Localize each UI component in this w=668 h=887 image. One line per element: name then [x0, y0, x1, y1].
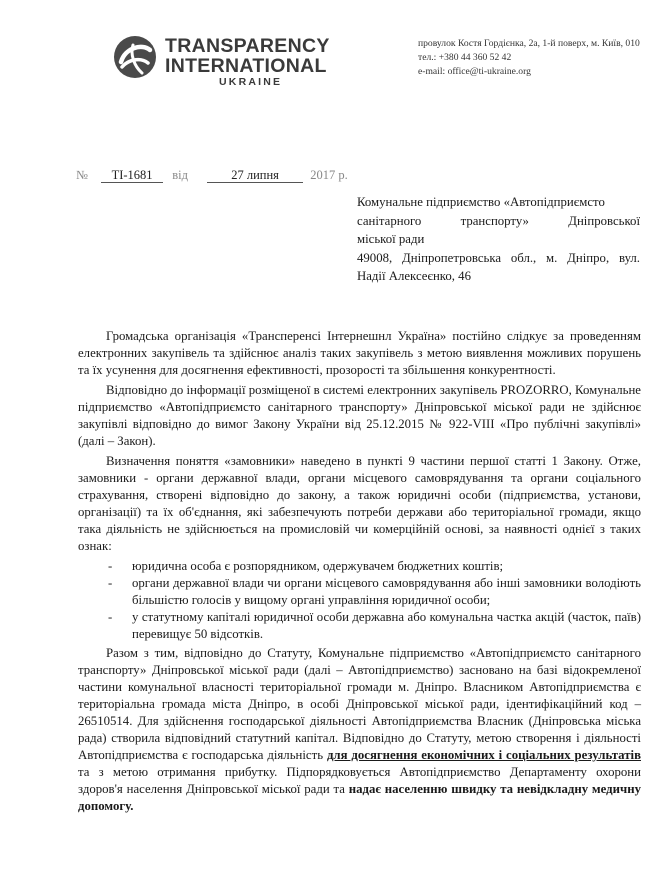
body-paragraph: Визначення поняття «замовники» наведено в пункті 9 частини першої статті 1 Закону. Отже, замовники - органи державної влади, органи місцевого самоврядування та органи соціального страхування, створені відповідно до закону, а також юридичні особи (підприємства, установи, організації) та їх об'єднання, які забезпечують потреби держави або територіальної громади, якщо така діяльність не здійснюється на промисловій чи комерційній основі, за наявності однієї з таких ознак:: [78, 454, 641, 553]
reference-date-label: від: [172, 168, 188, 182]
list-item: - у статутному капіталі юридичної особи державна або комунальна частка акцій (часток, паїв) перевищує 50 відсотків.: [78, 609, 641, 643]
list-item: - органи державної влади чи органи місцевого самоврядування або інші замовники володіють більшістю голосів у вищому органі управління юридичної особи;: [78, 575, 641, 609]
addressee-line: Комунальне підприємство «Автопідприємсто: [357, 195, 605, 209]
contact-email: e-mail: office@ti-ukraine.org: [418, 66, 531, 77]
reference-year: 2017 р.: [310, 168, 348, 182]
logo-wordmark: [165, 36, 330, 88]
letterhead-contacts: [418, 37, 640, 79]
paragraph-text: та з метою отримання прибутку. Підпорядковується Автопідприємство Департаменту охорони здоров'я населення Дніпровської міської ради та: [78, 764, 641, 796]
ti-ukraine-logo: [112, 34, 342, 89]
list-item: - юридична особа є розпорядником, одержувачем бюджетних коштів;: [78, 558, 641, 575]
body-paragraph: Громадська організація «Трансперенсі Інтернешнл Україна» постійно слідкує за проведенням електронних закупівель та здійснює аналіз таких закупівель з метою виявлення можливих порушень та їх усунення для досягнення ефективності, прозорості та збільшення конкурентності.: [78, 329, 641, 377]
addressee-line: 49008, Дніпропетровська обл., м. Дніпро, вул.: [357, 250, 640, 265]
logo-line-ukraine: UKRAINE: [219, 76, 283, 88]
logo-line-transparency: TRANSPARENCY: [165, 35, 330, 57]
contact-phone: тел.: +380 44 360 52 42: [418, 52, 512, 63]
ti-globe-icon: [112, 34, 158, 80]
contact-address: провулок Костя Гордієнка, 2а, 1-й поверх, м. Київ, 010: [418, 38, 640, 49]
paragraph-text: Разом з тим, відповідно до Статуту, Комунальне підприємство «Автопідприємсто санітарного транспорту» Дніпровської міської ради (далі – Автопідприємство) засновано на базі відокремленої частини комунальної власності територіальної громади м. Дніпро. Власником Автопідприємства є територіальна громада міста Дніпро, в особі Дніпровської міської ради, ідентифікаційний код – 26510514. Для здійснення господарської діяльності Автопідприємства Власник (Дніпровська міська рада) створила відповідний статутний капітал. Відповідно до Статуту, метою створення і діяльності Автопідприємства є господарська діяльність: [78, 646, 641, 762]
reference-date: 27 липня: [207, 168, 303, 183]
addressee-block: [357, 193, 640, 286]
body-paragraph: Відповідно до інформації розміщеної в системі електронних закупівель PROZORRO, Комунальне підприємство «Автопідприємсто санітарного транспорту» Дніпровської міської ради не здійснює закупівлі відповідно до вимог Закону України від 25.12.2015 № 922-VIII «Про публічні закупівлі» (далі – Закон).: [78, 383, 641, 448]
reference-number-label: №: [76, 168, 88, 182]
letter-body: [78, 328, 641, 818]
letter-reference: [76, 168, 348, 183]
logo-line-international: INTERNATIONAL: [165, 55, 327, 77]
addressee-line: Надії Алексеєнко, 46: [357, 269, 471, 284]
criteria-list: [78, 558, 641, 643]
body-paragraph: [78, 645, 641, 814]
bold-text: надає населенню швидку та невідкладну медичну допомогу.: [78, 781, 641, 813]
addressee-line: санітарного транспорту» Дніпровської: [357, 213, 640, 228]
reference-number: ТІ-1681: [101, 168, 163, 183]
addressee-line: міської ради: [357, 232, 425, 247]
emphasized-text: для досягнення економічних і соціальних результатів: [326, 747, 641, 762]
